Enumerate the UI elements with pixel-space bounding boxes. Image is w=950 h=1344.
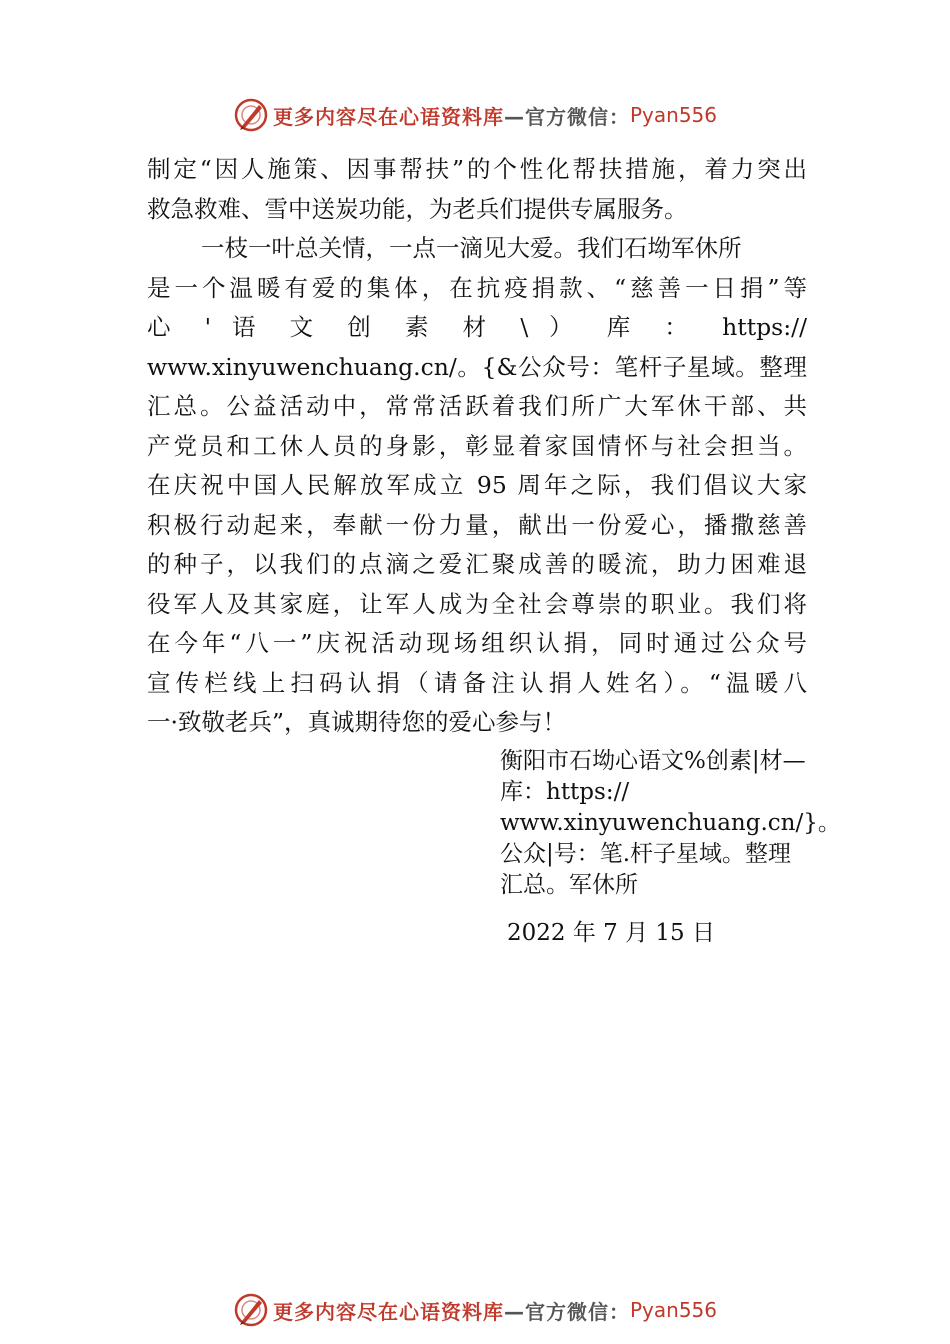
body-paragraphs: [147, 150, 807, 743]
banner-wechat-id: Pyan556: [629, 103, 717, 127]
body-line: 在今年“八一”庆祝活动现场组织认捐，同时通过公众号: [147, 629, 807, 657]
pen-circle-logo-icon: [233, 97, 269, 133]
body-line: 在庆祝中国人民解放军成立 95 周年之际，我们倡议大家: [147, 471, 807, 499]
header-banner: [0, 95, 950, 135]
body-line: 积极行动起来，奉献一份力量，献出一份爱心，播撒慈善: [147, 510, 807, 539]
body-line: 产党员和工休人员的身影，彰显着家国情怀与社会担当。: [147, 431, 807, 460]
banner-official: —官方微信：: [503, 1299, 630, 1324]
signature-line: 衡阳市石坳心语文%创素|材—: [500, 748, 806, 774]
signature-block: [500, 746, 840, 901]
signature-line: 公众|号：笔.杆子星域。整理: [500, 841, 792, 867]
body-line: 制定“因人施策、因事帮扶”的个性化帮扶措施，着力突出: [147, 155, 807, 183]
body-line: 心 ' 语 文 创 素 材 \ ） 库 ： https://: [147, 313, 807, 341]
body-line: 的种子，以我们的点滴之爱汇聚成善的暖流，助力困难退: [147, 550, 807, 578]
banner-wechat-id: Pyan556: [629, 1298, 717, 1322]
footer-banner: [0, 1290, 950, 1330]
banner-brand: 更多内容尽在心语资料库: [272, 1299, 504, 1324]
signature-line: www.xinyuwenchuang.cn/}。: [500, 810, 841, 836]
body-line: 救急救难、雪中送炭功能，为老兵们提供专属服务。: [147, 194, 688, 223]
signature-date: 2022 年 7 月 15 日: [507, 920, 715, 946]
body-line: www.xinyuwenchuang.cn/。{&公众号：笔杆子星域。整理: [147, 352, 807, 381]
body-line: 一·致敬老兵”，真诚期待您的爱心参与！: [147, 708, 566, 736]
body-line: 宣传栏线上扫码认捐（请备注认捐人姓名）。“温暖八: [147, 668, 807, 697]
pen-circle-logo-icon: [233, 1292, 269, 1328]
banner-official: —官方微信：: [503, 104, 630, 129]
signature-line: 汇总。军休所: [500, 872, 638, 898]
signature-line: 库：https://: [500, 779, 630, 805]
body-line: 是一个温暖有爱的集体，在抗疫捐款、“慈善一日捐”等: [147, 273, 807, 302]
body-line: 役军人及其家庭，让军人成为全社会尊崇的职业。我们将: [147, 589, 807, 618]
banner-brand: 更多内容尽在心语资料库: [272, 104, 504, 129]
body-line: 汇总。公益活动中，常常活跃着我们所广大军休干部、共: [147, 392, 807, 420]
body-line: 一枝一叶总关情，一点一滴见大爱。我们石坳军休所: [201, 234, 742, 262]
